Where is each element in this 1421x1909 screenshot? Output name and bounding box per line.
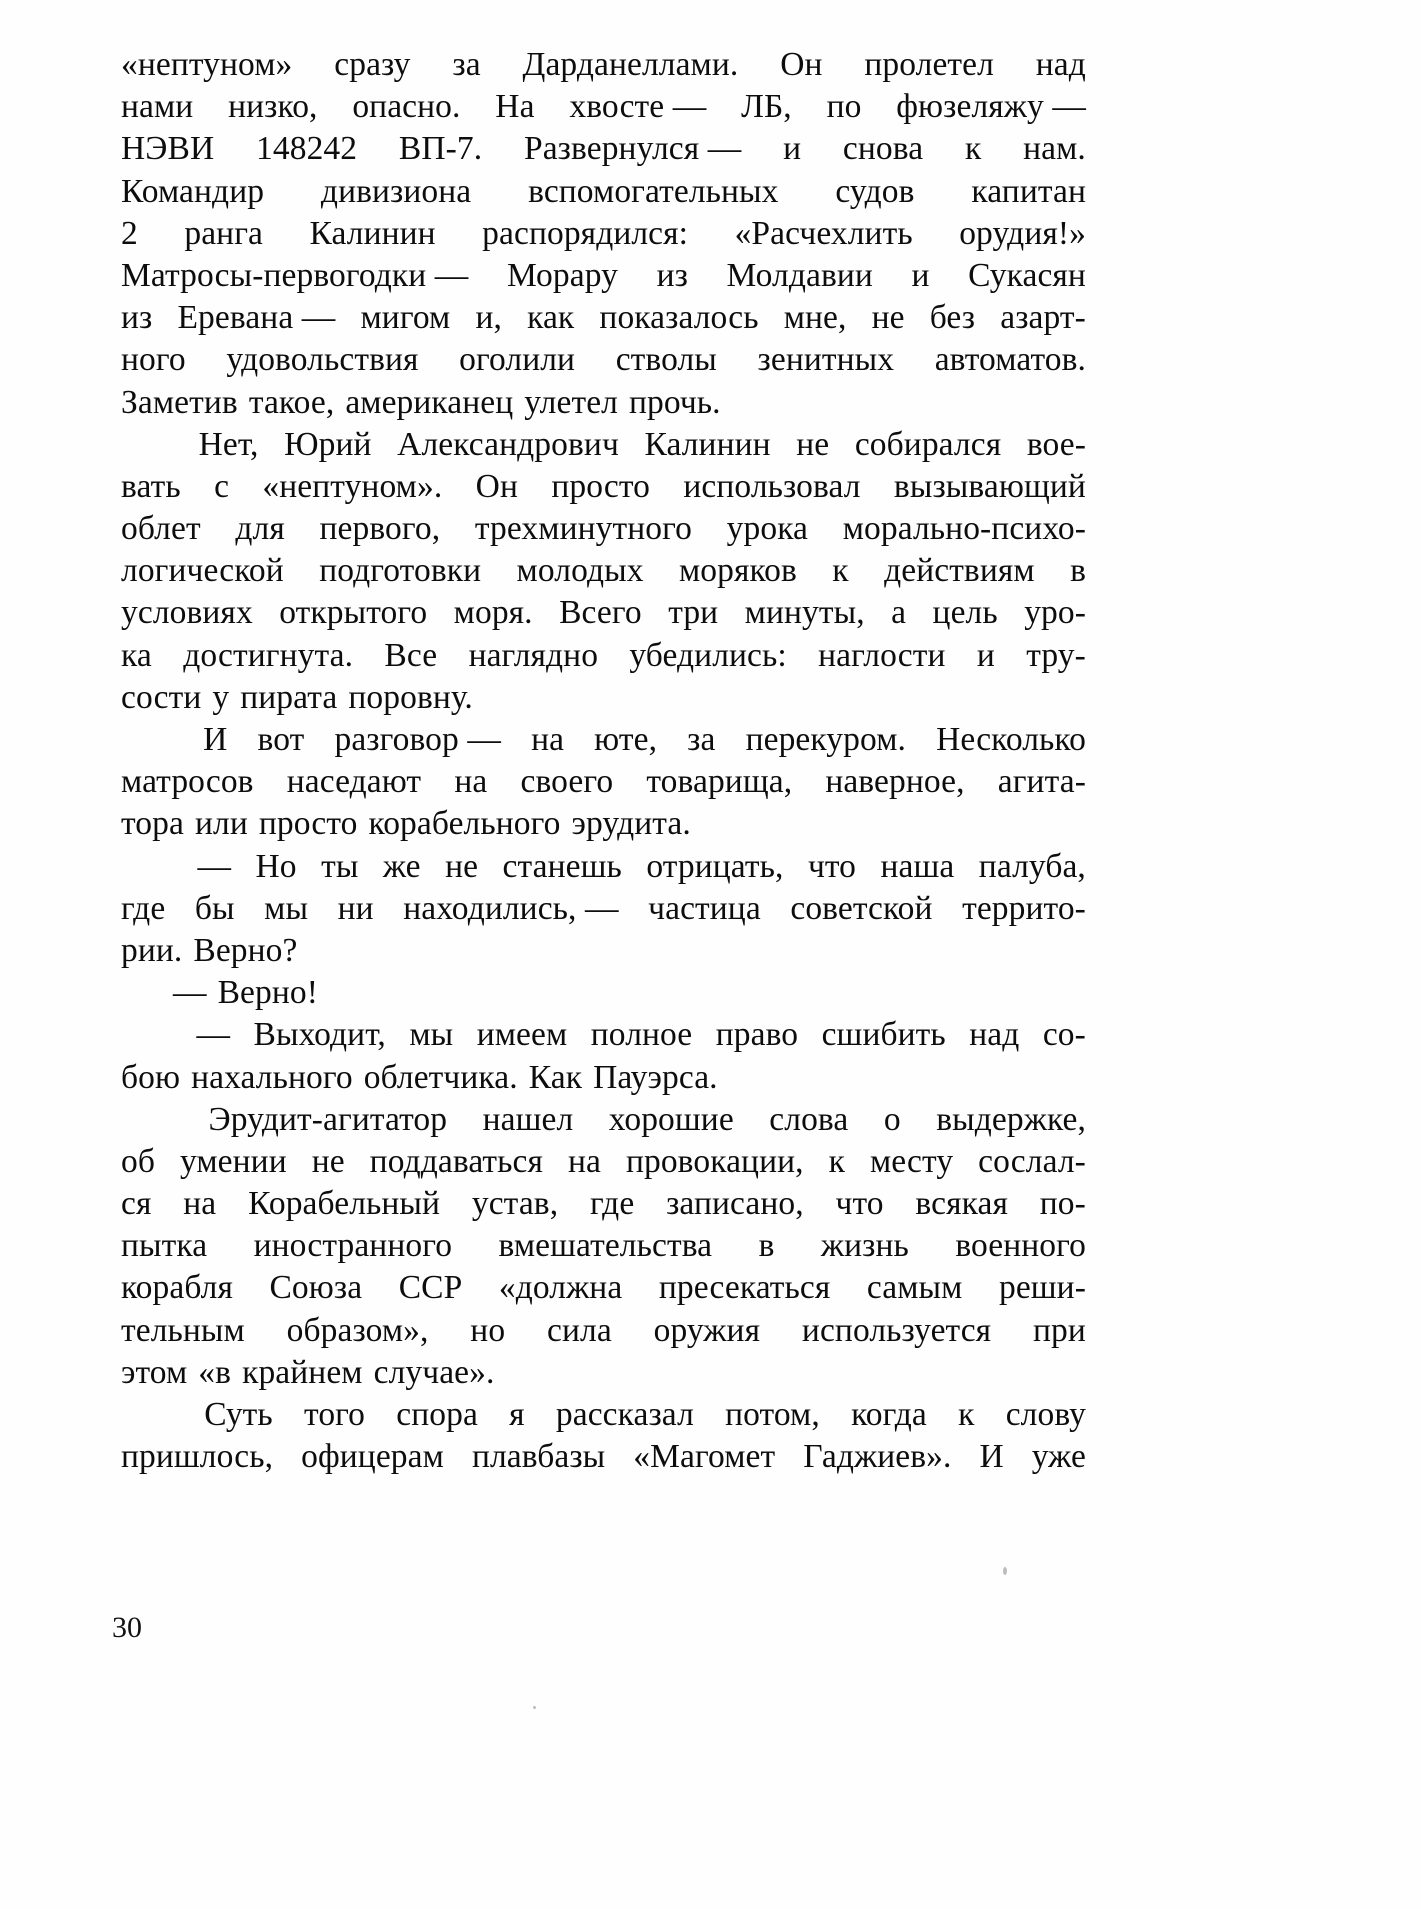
word: террито-	[962, 889, 1086, 927]
word: Он	[780, 46, 823, 83]
word: Верно?	[193, 931, 298, 969]
word: устав,	[471, 1185, 559, 1223]
word: по-	[1039, 1185, 1086, 1223]
word: не	[445, 847, 479, 885]
word: крайнем	[242, 1353, 363, 1391]
word: Всего	[559, 594, 642, 632]
word: корабельного	[368, 805, 561, 843]
word: записано,	[666, 1185, 804, 1223]
word: умении	[179, 1142, 287, 1180]
word: вое-	[1026, 425, 1086, 463]
word: этом	[121, 1353, 188, 1391]
word: Командир	[121, 172, 265, 210]
word: к	[832, 552, 849, 590]
text-line	[121, 1141, 1086, 1183]
word: Матросы-первогодки —	[121, 256, 469, 294]
word: орудия!»	[959, 214, 1086, 252]
text-line	[121, 677, 1086, 719]
word: распорядился:	[482, 214, 689, 252]
word: находились, —	[403, 889, 619, 927]
word: —	[197, 847, 232, 885]
word: стволы	[615, 341, 717, 379]
word: офицерам	[301, 1438, 444, 1476]
word: что	[835, 1185, 884, 1223]
word: Эрудит-агитатор	[208, 1100, 448, 1138]
word: «нептуном»	[121, 46, 293, 83]
word: Но	[255, 847, 297, 885]
word: товарища,	[646, 763, 793, 801]
text-line	[121, 1057, 1086, 1099]
word: капитан	[971, 172, 1086, 210]
word: Калинин	[309, 214, 436, 252]
word: хвосте —	[569, 88, 707, 126]
word: отрицать,	[646, 847, 784, 885]
word: к	[964, 130, 982, 168]
word: корабля	[121, 1269, 233, 1307]
word: трехминутного	[474, 510, 692, 548]
word: тру-	[1026, 636, 1086, 674]
word: юте,	[594, 721, 658, 758]
word: просто	[551, 467, 651, 505]
word: со-	[1042, 1016, 1086, 1054]
paragraph	[121, 1394, 1086, 1478]
word: Гаджиев».	[803, 1438, 952, 1476]
text-line	[121, 719, 1086, 761]
word: ного	[121, 341, 186, 379]
word: но	[470, 1311, 506, 1349]
word: сила	[547, 1311, 612, 1349]
word: для	[235, 510, 285, 548]
page-number: 30	[112, 1611, 142, 1644]
word: слову	[1005, 1396, 1086, 1433]
word: вмешательства	[498, 1227, 713, 1265]
word: с	[214, 467, 230, 505]
word: первого,	[319, 510, 441, 548]
word: из	[656, 256, 688, 294]
word: за	[687, 721, 716, 758]
paragraph-indent	[121, 972, 173, 1014]
word: Пауэрса.	[593, 1058, 718, 1096]
word: агита-	[997, 763, 1086, 801]
word: плавбазы	[471, 1438, 606, 1476]
word: без	[929, 299, 976, 337]
word: того	[304, 1396, 366, 1433]
word: Сукасян	[968, 256, 1086, 294]
text-line	[121, 339, 1086, 381]
word: самым	[866, 1269, 963, 1307]
word: ЛБ,	[741, 88, 792, 126]
word: поровну.	[348, 678, 473, 716]
paragraph	[121, 719, 1086, 846]
word: бою	[121, 1058, 181, 1096]
word: Суть	[204, 1396, 273, 1433]
word: наверное,	[825, 763, 965, 801]
word: —	[196, 1016, 231, 1054]
word: азарт-	[1000, 299, 1086, 337]
text-line	[121, 1436, 1086, 1478]
word: улетел	[524, 383, 618, 421]
paragraph	[121, 44, 1086, 424]
word: своего	[520, 763, 614, 801]
word: наглости	[818, 636, 946, 674]
word: «Расчехлить	[734, 214, 913, 252]
word: на	[183, 1185, 217, 1223]
paragraph	[121, 972, 1086, 1014]
text-line	[121, 508, 1086, 550]
word: Александрович	[397, 425, 619, 463]
word: над	[969, 1016, 1020, 1054]
word: пирата	[240, 678, 338, 716]
word: в	[758, 1227, 775, 1265]
text-line	[121, 213, 1086, 255]
word: рассказал	[555, 1396, 694, 1433]
word: открытого	[279, 594, 428, 632]
word: Молдавии	[726, 256, 873, 294]
word: мигом	[360, 299, 451, 337]
word: пролетел	[864, 46, 994, 83]
word: жизнь	[820, 1227, 909, 1265]
word: собирался	[854, 425, 1002, 463]
word: случае».	[373, 1353, 495, 1391]
word: не	[796, 425, 830, 463]
word: наглядно	[468, 636, 599, 674]
word: что	[807, 847, 857, 885]
word: вызывающий	[893, 467, 1086, 505]
word: мы	[409, 1016, 454, 1054]
word: вот	[257, 721, 305, 758]
word: низко,	[228, 88, 318, 126]
word: «нептуном».	[262, 467, 443, 505]
word: Как	[528, 1058, 583, 1096]
text-line	[121, 972, 1086, 1014]
word: моря.	[453, 594, 533, 632]
word: реши-	[998, 1269, 1086, 1307]
word: условиях	[121, 594, 253, 632]
word: провокации,	[625, 1142, 804, 1180]
word: у	[212, 678, 230, 716]
word: ни	[337, 889, 374, 927]
word: «Магомет	[633, 1438, 776, 1476]
word: о	[883, 1100, 901, 1138]
paragraph-indent	[121, 719, 173, 761]
word: снова	[842, 130, 924, 168]
paragraph-indent	[121, 424, 173, 466]
word: такое,	[248, 383, 335, 421]
paragraph-indent	[121, 846, 173, 888]
word: разговор —	[334, 721, 501, 758]
word: урока	[726, 510, 809, 548]
word: уро-	[1024, 594, 1086, 632]
word: ССР	[398, 1269, 463, 1307]
text-line	[121, 761, 1086, 803]
word: хорошие	[608, 1100, 734, 1138]
word: на	[567, 1142, 601, 1180]
word: ка	[121, 636, 152, 674]
paragraph	[121, 1014, 1086, 1098]
word: —	[173, 974, 207, 1012]
paragraph	[121, 424, 1086, 719]
word: слова	[769, 1100, 849, 1138]
word: уже	[1031, 1438, 1086, 1476]
word: мне,	[783, 299, 847, 337]
word: морально-психо-	[842, 510, 1086, 548]
word: показалось	[599, 299, 759, 337]
text-line	[121, 803, 1086, 845]
text-line	[121, 86, 1086, 128]
word: эрудита.	[571, 805, 691, 843]
word: убедились:	[629, 636, 787, 674]
word: НЭВИ	[121, 130, 215, 168]
text-line	[121, 1225, 1086, 1267]
page-text-body	[121, 44, 1086, 1478]
word: военного	[955, 1227, 1086, 1265]
word: и	[911, 256, 930, 294]
word: Корабельный	[248, 1185, 441, 1223]
word: три	[668, 594, 719, 632]
word: станешь	[502, 847, 622, 885]
word: нами	[121, 88, 194, 126]
word: Выходит,	[253, 1016, 386, 1054]
text-line	[121, 635, 1086, 677]
paragraph	[121, 846, 1086, 973]
word: дивизиона	[320, 172, 472, 210]
paragraph	[121, 1099, 1086, 1394]
text-line	[121, 255, 1086, 297]
word: сослал-	[978, 1142, 1086, 1180]
word: к	[828, 1142, 845, 1180]
word: облетчика.	[363, 1058, 518, 1096]
word: Дарданеллами.	[522, 46, 739, 83]
word: иностранного	[253, 1227, 453, 1265]
word: как	[527, 299, 575, 337]
word: нам.	[1023, 130, 1086, 168]
text-line	[121, 1267, 1086, 1309]
word: автоматов.	[934, 341, 1086, 379]
word: Нет,	[198, 425, 259, 463]
word: Развернулся —	[523, 130, 742, 168]
word: перекуром.	[745, 721, 906, 758]
word: моряков	[678, 552, 797, 590]
word: пресекаться	[658, 1269, 831, 1307]
word: достигнута.	[183, 636, 354, 674]
word: над	[1035, 46, 1086, 83]
word: на	[454, 763, 488, 801]
word: нашел	[482, 1100, 574, 1138]
word: На	[495, 88, 535, 126]
word: не	[871, 299, 905, 337]
word: рии.	[121, 931, 183, 969]
word: по	[826, 88, 862, 126]
text-line	[121, 1099, 1086, 1141]
text-line	[121, 128, 1086, 170]
word: оружия	[653, 1311, 761, 1349]
word: Калинин	[644, 425, 771, 463]
word: тора	[121, 805, 184, 843]
paragraph-indent	[121, 1099, 173, 1141]
word: американец	[345, 383, 514, 421]
word: всякая	[915, 1185, 1008, 1223]
word: Заметив	[121, 383, 238, 421]
word: сости	[121, 678, 202, 716]
text-line	[121, 44, 1086, 86]
word: молодых	[516, 552, 644, 590]
text-line	[121, 1352, 1086, 1394]
text-line	[121, 382, 1086, 424]
word: Верно!	[217, 974, 319, 1012]
text-line	[121, 466, 1086, 508]
word: ранга	[184, 214, 263, 252]
text-line	[121, 846, 1086, 888]
word: И	[203, 721, 228, 758]
word: сшибить	[821, 1016, 946, 1054]
word: ся	[121, 1185, 152, 1223]
word: подготовки	[319, 552, 482, 590]
word: за	[452, 46, 481, 83]
word: ты	[321, 847, 359, 885]
word: оголили	[459, 341, 576, 379]
word: в	[1070, 552, 1086, 590]
word: «в	[198, 1353, 232, 1391]
word: же	[382, 847, 421, 885]
word: наседают	[286, 763, 422, 801]
word: Все	[384, 636, 438, 674]
word: сразу	[334, 46, 411, 83]
word: «должна	[498, 1269, 623, 1307]
word: к	[958, 1396, 975, 1433]
word: образом»,	[286, 1311, 429, 1349]
text-line	[121, 930, 1086, 972]
word: 2	[121, 214, 138, 252]
word: мы	[264, 889, 309, 927]
word: Еревана —	[177, 299, 336, 337]
word: наша	[880, 847, 955, 885]
word: и,	[475, 299, 502, 337]
text-line	[121, 1014, 1086, 1056]
text-line	[121, 1183, 1086, 1225]
word: когда	[851, 1396, 927, 1433]
scan-speck	[533, 1706, 536, 1709]
word: Морару	[507, 256, 618, 294]
scan-speck	[1003, 1567, 1007, 1575]
word: я	[509, 1396, 525, 1433]
word: имеем	[476, 1016, 568, 1054]
word: судов	[835, 172, 915, 210]
word: и	[783, 130, 802, 168]
paragraph-indent	[121, 1014, 173, 1056]
word: Он	[475, 467, 518, 505]
word: пытка	[121, 1227, 208, 1265]
word: потом,	[725, 1396, 820, 1433]
word: опасно.	[352, 88, 461, 126]
word: об	[121, 1142, 155, 1180]
word: фюзеляжу —	[896, 88, 1086, 126]
word: И	[979, 1438, 1004, 1476]
text-line	[121, 1310, 1086, 1352]
word: зенитных	[757, 341, 895, 379]
word: матросов	[121, 763, 254, 801]
word: при	[1033, 1311, 1086, 1349]
word: советской	[790, 889, 933, 927]
word: палуба,	[978, 847, 1086, 885]
word: а	[891, 594, 907, 632]
word: на	[531, 721, 565, 758]
word: просто	[258, 805, 358, 843]
text-line	[121, 1394, 1086, 1436]
word: 148242	[256, 130, 358, 168]
text-line	[121, 297, 1086, 339]
text-line	[121, 550, 1086, 592]
word: удовольствия	[226, 341, 419, 379]
word: частица	[648, 889, 761, 927]
text-line	[121, 424, 1086, 466]
word: пришлось,	[121, 1438, 274, 1476]
word: ВП-7.	[398, 130, 483, 168]
word: логической	[121, 552, 284, 590]
word: вспомогательных	[528, 172, 779, 210]
word: использовал	[683, 467, 861, 505]
word: бы	[194, 889, 235, 927]
word: полное	[590, 1016, 693, 1054]
word: и	[976, 636, 995, 674]
word: Несколько	[936, 721, 1086, 758]
word: цель	[932, 594, 998, 632]
word: тельным	[121, 1311, 245, 1349]
word: минуты,	[744, 594, 865, 632]
word: где	[121, 889, 166, 927]
word: выдержке,	[936, 1100, 1086, 1138]
word: облет	[121, 510, 201, 548]
word: поддаваться	[369, 1142, 544, 1180]
paragraph-indent	[121, 1394, 173, 1436]
word: действиям	[884, 552, 1035, 590]
word: не	[311, 1142, 345, 1180]
word: спора	[396, 1396, 478, 1433]
word: Союза	[269, 1269, 363, 1307]
word: нахального	[191, 1058, 353, 1096]
word: из	[121, 299, 153, 337]
word: прочь.	[629, 383, 721, 421]
word: право	[715, 1016, 799, 1054]
text-line	[121, 171, 1086, 213]
text-line	[121, 888, 1086, 930]
word: или	[194, 805, 248, 843]
text-line	[121, 592, 1086, 634]
word: месту	[869, 1142, 954, 1180]
word: вать	[121, 467, 181, 505]
word: Юрий	[284, 425, 372, 463]
word: используется	[801, 1311, 992, 1349]
word: где	[590, 1185, 635, 1223]
